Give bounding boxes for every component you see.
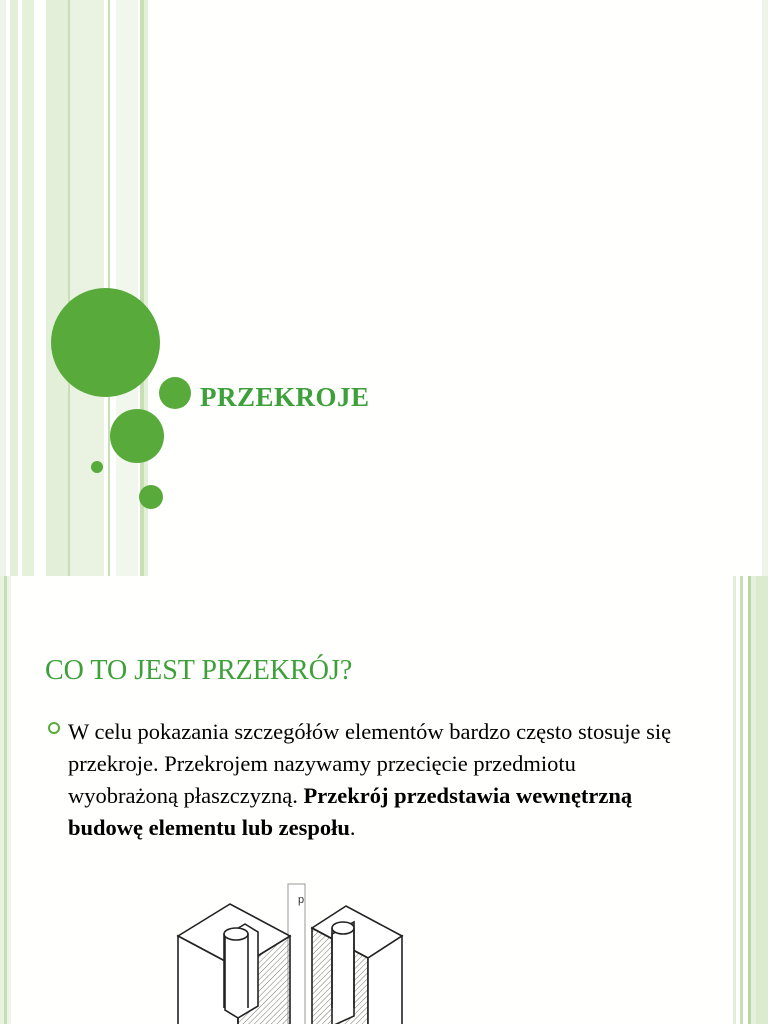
- slide-heading: CO TO JEST PRZEKRÓJ?: [45, 655, 353, 686]
- right-block: [312, 906, 402, 1024]
- cross-section-figure: [170, 876, 440, 1024]
- decor-stripe: [10, 0, 18, 576]
- bullet-text: [68, 716, 688, 844]
- slide-title: PRZEKROJE: [200, 382, 370, 412]
- plane-label: p: [298, 894, 305, 906]
- bullet-text-plain: W celu pokazania szczegółów elementów bardzo często stosuje się przekroje. Przekrojem nazywamy przecięcie przedmiotu wyobrażoną płaszczyzną.: [68, 719, 672, 808]
- decor-stripe: [148, 0, 768, 576]
- decor-stripe: [34, 0, 46, 576]
- decor-stripe: [7, 576, 11, 1024]
- decor-circle-small: [139, 485, 163, 509]
- decor-circle-medium: [110, 409, 164, 463]
- decor-circle-large: [51, 288, 160, 397]
- decor-stripe: [756, 576, 768, 1024]
- content-slide: [0, 576, 768, 1024]
- decor-stripe: [116, 0, 138, 576]
- decor-stripe: [46, 0, 68, 576]
- bullet-circle-icon: [48, 722, 60, 734]
- bullet-text-end: .: [349, 815, 356, 840]
- bullet-item: [48, 716, 688, 844]
- decor-circle-small: [159, 377, 191, 409]
- decor-stripe: [22, 0, 34, 576]
- decor-stripe: [762, 0, 768, 576]
- left-block: [178, 904, 290, 1024]
- bullet-text-bold: Przekrój przedstawia wewnętrzną budowę elementu lub zespołu: [68, 783, 633, 840]
- decor-circle-tiny: [91, 461, 103, 473]
